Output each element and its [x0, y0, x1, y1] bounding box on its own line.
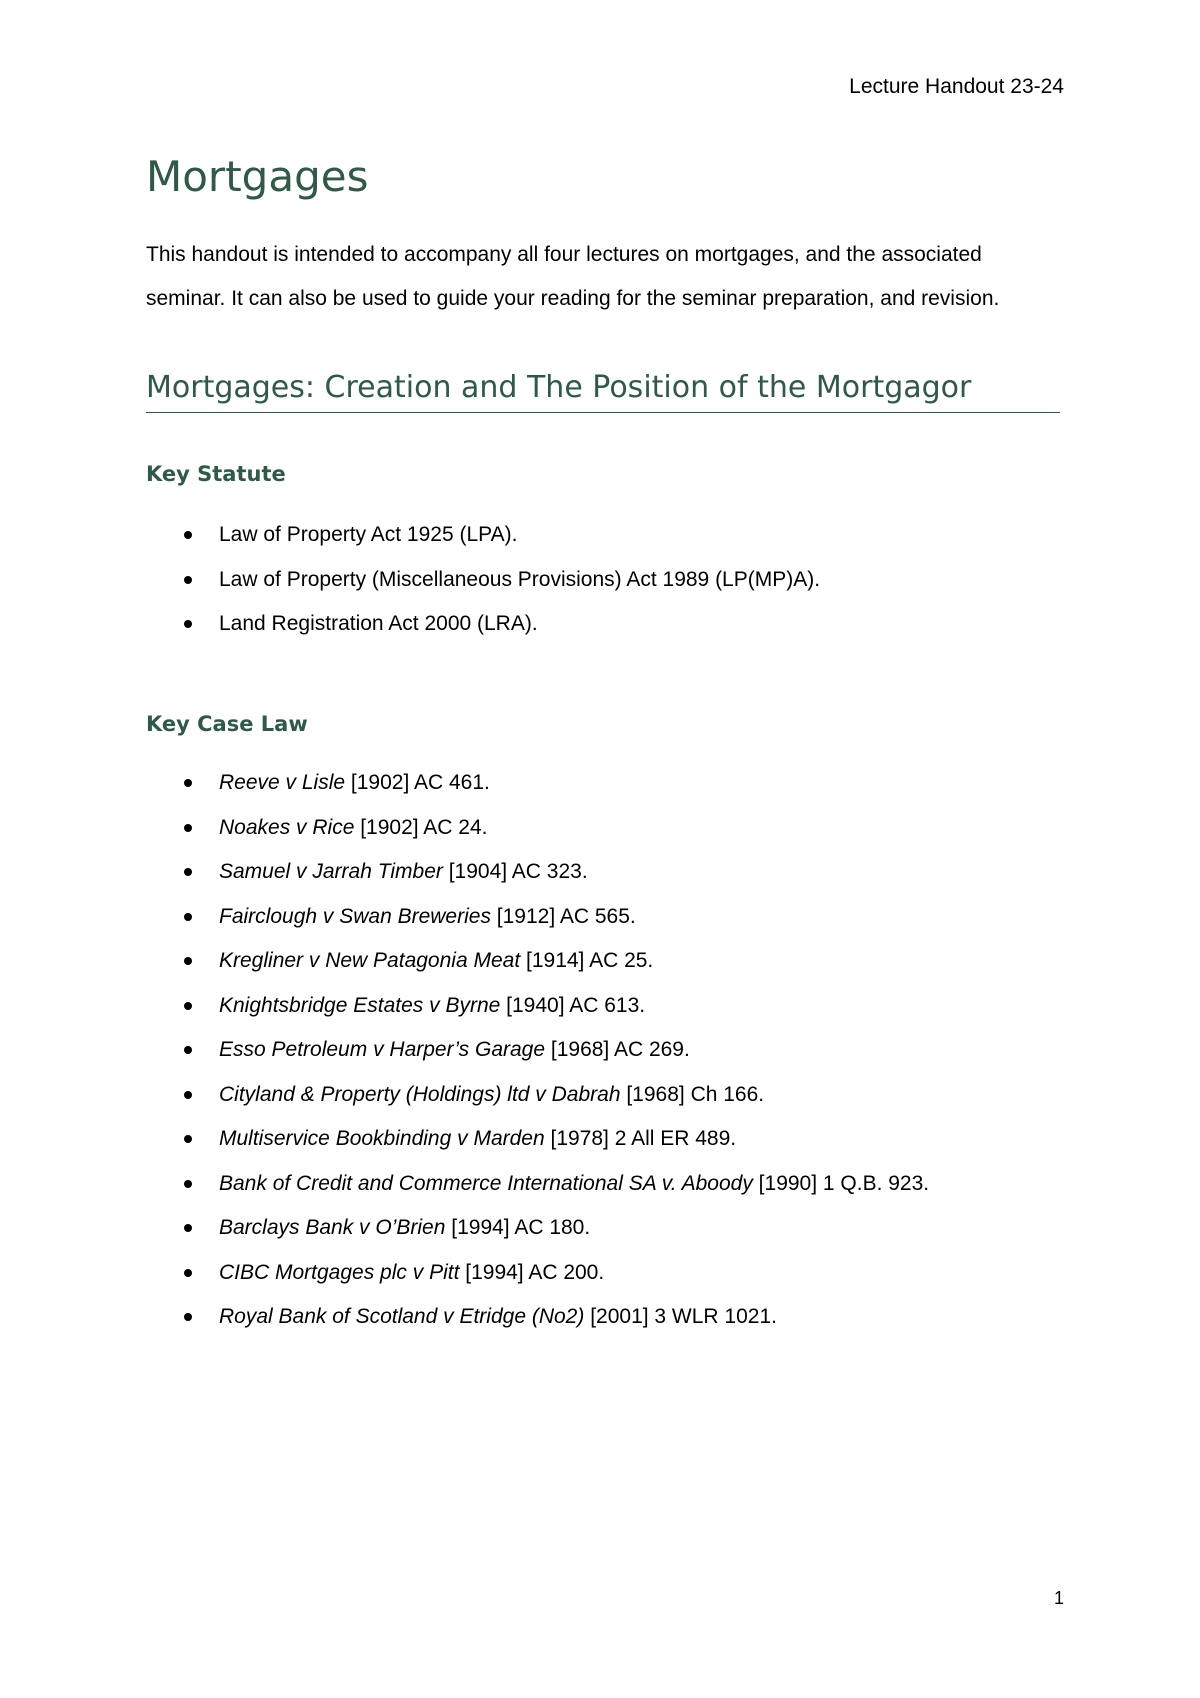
case-item: [146, 859, 1066, 904]
document-title: Mortgages: [146, 152, 369, 201]
case-citation: [1968] AC 269.: [545, 1038, 690, 1061]
case-item: [146, 948, 1066, 993]
case-name: Knightsbridge Estates v Byrne: [219, 993, 501, 1017]
bullet-icon: [184, 1224, 192, 1232]
bullet-icon: [184, 1180, 192, 1188]
bullet-icon: [184, 1135, 192, 1143]
bullet-icon: [184, 1002, 192, 1010]
intro-line-2: seminar. It can also be used to guide your reading for the seminar preparation, and revision.: [146, 287, 1000, 310]
case-citation: [2001] 3 WLR 1021.: [584, 1305, 777, 1328]
bullet-icon: [184, 913, 192, 921]
case-citation: [1912] AC 565.: [490, 904, 636, 928]
case-item: [146, 1304, 1066, 1349]
case-citation: [1940] AC 613.: [500, 993, 646, 1017]
bullet-icon: [184, 1269, 192, 1277]
case-citation: [1978] 2 All ER 489.: [544, 1127, 737, 1150]
case-item: [146, 815, 1066, 860]
statute-text: Law of Property (Miscellaneous Provisions) Act 1989 (LP(MP)A).: [219, 567, 821, 591]
case-item: [146, 904, 1066, 949]
case-name: Reeve v Lisle: [219, 771, 346, 794]
case-item: [146, 1260, 1066, 1305]
bullet-icon: [184, 1046, 192, 1054]
bullet-icon: [184, 531, 192, 539]
case-name: Royal Bank of Scotland v Etridge (No2): [219, 1305, 585, 1328]
bullet-icon: [184, 957, 192, 965]
case-name: Samuel v Jarrah Timber: [219, 860, 443, 883]
case-name: Bank of Credit and Commerce International SA v. Aboody: [219, 1171, 753, 1195]
case-citation: [1914] AC 25.: [520, 949, 654, 972]
bullet-icon: [184, 824, 192, 832]
statute-text: Law of Property Act 1925 (LPA).: [219, 523, 518, 546]
case-citation: [1968] Ch 166.: [620, 1082, 765, 1106]
bullet-icon: [184, 1313, 192, 1321]
case-name: Noakes v Rice: [219, 815, 355, 839]
case-citation: [1994] AC 180.: [445, 1216, 591, 1239]
case-name: Barclays Bank v O’Brien: [219, 1216, 446, 1239]
statute-item: [146, 611, 1066, 656]
case-item: [146, 1037, 1066, 1082]
bullet-icon: [184, 620, 192, 628]
bullet-icon: [184, 779, 192, 787]
case-item: [146, 1082, 1066, 1127]
key-statute-list: [146, 522, 1066, 656]
case-item: [146, 770, 1066, 815]
bullet-icon: [184, 576, 192, 584]
section-heading: Mortgages: Creation and The Position of the Mortgagor: [146, 368, 1060, 413]
case-name: Kregliner v New Patagonia Meat: [219, 949, 521, 972]
intro-paragraph: [146, 233, 1066, 321]
case-citation: [1904] AC 323.: [442, 860, 588, 883]
case-name: Multiservice Bookbinding v Marden: [219, 1127, 545, 1150]
case-name: CIBC Mortgages plc v Pitt: [219, 1260, 460, 1284]
key-case-law-list: [146, 770, 1066, 1349]
case-item: [146, 1215, 1066, 1260]
key-statute-heading: Key Statute: [146, 462, 286, 486]
page-number: 1: [1053, 1588, 1064, 1608]
case-item: [146, 1171, 1066, 1216]
case-citation: [1990] 1 Q.B. 923.: [752, 1171, 930, 1195]
statute-item: [146, 567, 1066, 612]
case-name: Cityland & Property (Holdings) ltd v Dabrah: [219, 1082, 621, 1106]
case-item: [146, 1126, 1066, 1171]
statute-text: Land Registration Act 2000 (LRA).: [219, 612, 538, 635]
key-case-law-heading: Key Case Law: [146, 712, 308, 736]
case-citation: [1902] AC 24.: [354, 815, 488, 839]
bullet-icon: [184, 1091, 192, 1099]
case-name: Fairclough v Swan Breweries: [219, 904, 491, 928]
statute-item: [146, 522, 1066, 567]
running-header: Lecture Handout 23-24: [849, 75, 1064, 98]
bullet-icon: [184, 868, 192, 876]
intro-line-1: This handout is intended to accompany all four lectures on mortgages, and the associated: [146, 243, 982, 266]
case-item: [146, 993, 1066, 1038]
case-citation: [1902] AC 461.: [345, 771, 490, 794]
case-citation: [1994] AC 200.: [459, 1260, 605, 1284]
case-name: Esso Petroleum v Harper’s Garage: [219, 1038, 546, 1061]
